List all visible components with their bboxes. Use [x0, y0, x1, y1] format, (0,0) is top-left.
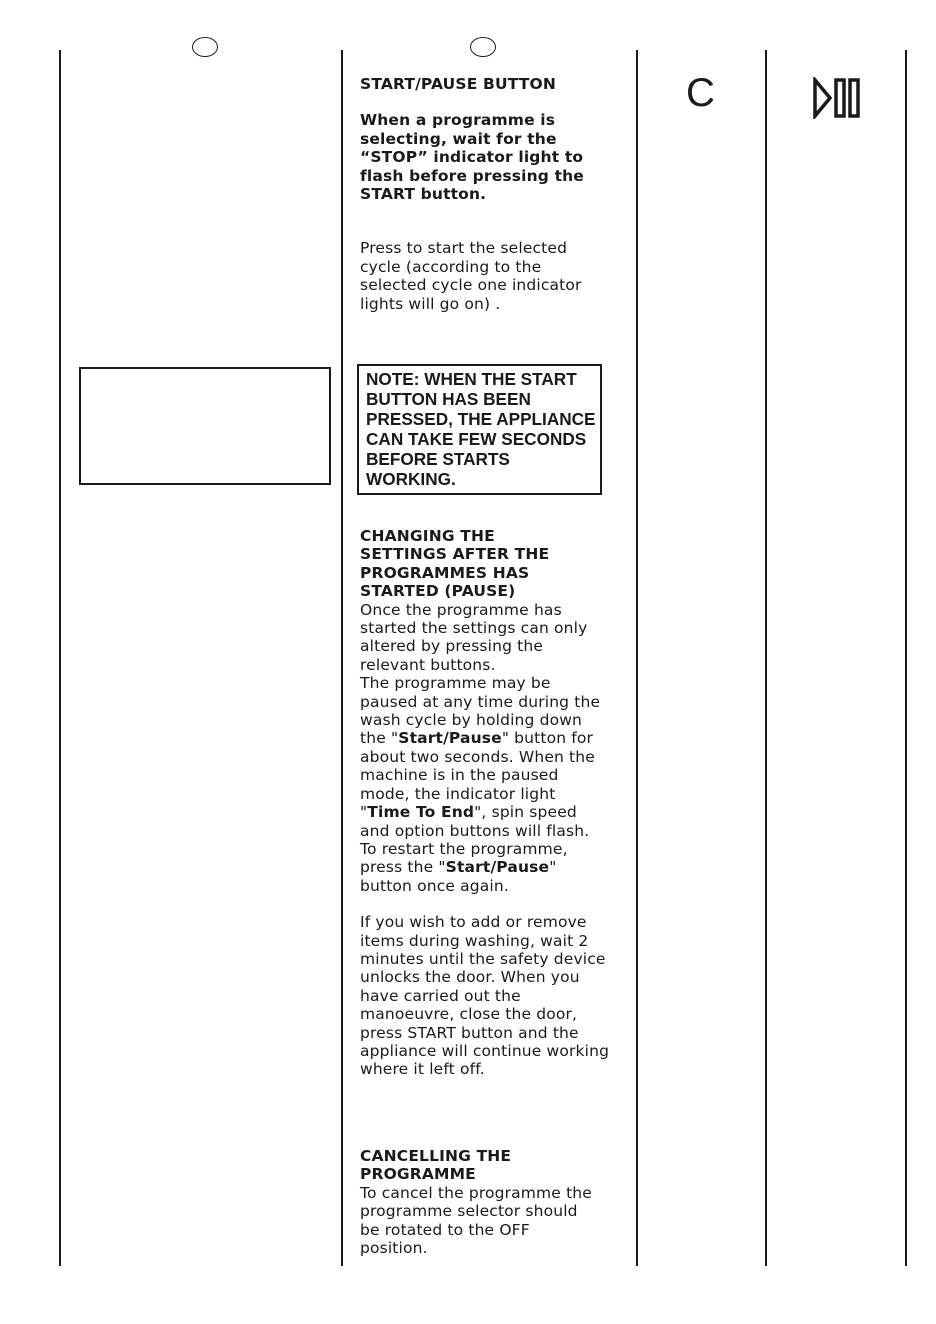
- add-remove-items-paragraph: If you wish to add or remove items during washing, wait 2 minutes until the safety device unlocks the door. When you have carried out the manoeuvre, close the door, press START button and the appliance will continue working where it left off.: [360, 913, 610, 1079]
- start-pause-warning: When a programme is selecting, wait for the “STOP” indicator light to flash before pressing the START button.: [360, 111, 584, 204]
- note-line: CAN TAKE FEW SECONDS: [366, 429, 587, 449]
- start-pause-heading: START/PAUSE BUTTON: [360, 75, 556, 93]
- cancelling-heading: CANCELLING THE PROGRAMME: [360, 1147, 512, 1184]
- language-marker-right: [470, 37, 496, 57]
- start-pause-description: Press to start the selected cycle (according to the selected cycle one indicator lights will go on) .: [360, 239, 582, 313]
- cancelling-section: [360, 1147, 610, 1257]
- play-pause-icon: [812, 77, 864, 119]
- note-box: [357, 364, 602, 495]
- cancel-symbol-icon: C: [686, 71, 715, 115]
- column-divider-mid-right: [636, 50, 638, 1266]
- note-line: BEFORE STARTS: [366, 449, 510, 469]
- empty-note-box: [79, 367, 331, 485]
- column-divider-right: [905, 50, 907, 1266]
- language-marker-left: [192, 37, 218, 57]
- restart-paragraph: To restart the programme, press the "Start/Pause" button once again.: [360, 839, 568, 895]
- pause-paragraph: The programme may be paused at any time during the wash cycle by holding down the "Start/Pause" button for about two seconds. When the machine is in the paused mode, the indicator light "Time To End", spin speed and option buttons will flash.: [360, 674, 601, 840]
- column-divider-icons: [765, 50, 767, 1266]
- note-line: NOTE: WHEN THE START: [366, 369, 577, 389]
- start-pause-label: Start/Pause: [398, 729, 502, 748]
- column-divider-left: [59, 50, 61, 1266]
- time-to-end-label: Time To End: [367, 803, 475, 822]
- note-line: BUTTON HAS BEEN: [366, 389, 531, 409]
- note-line: WORKING.: [366, 469, 456, 489]
- cancelling-description: To cancel the programme the programme selector should be rotated to the OFF position.: [360, 1183, 592, 1258]
- start-pause-section: [360, 75, 610, 313]
- note-line: PRESSED, THE APPLIANCE: [366, 409, 596, 429]
- changing-settings-heading: CHANGING THE SETTINGS AFTER THE PROGRAMMES HAS STARTED (PAUSE): [360, 527, 550, 601]
- changing-settings-section: [360, 527, 610, 1079]
- changing-settings-paragraph: Once the programme has started the settings can only altered by pressing the relevant buttons.: [360, 600, 588, 674]
- start-pause-label: Start/Pause: [445, 858, 550, 877]
- column-divider-center: [341, 50, 343, 1266]
